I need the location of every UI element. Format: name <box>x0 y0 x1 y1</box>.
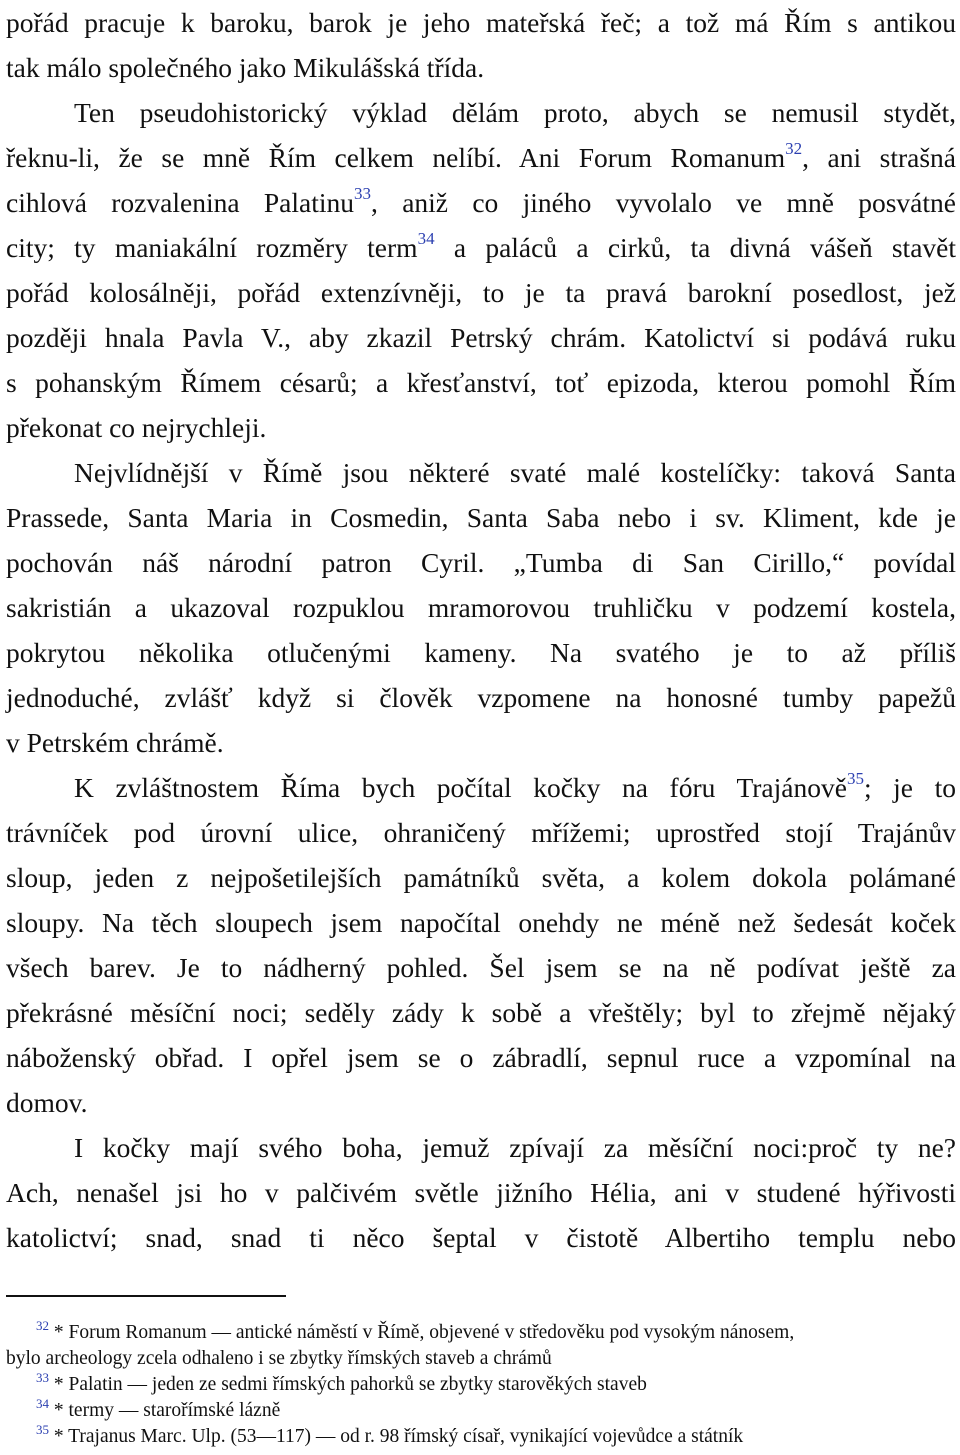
footnote-separator <box>6 1295 286 1297</box>
text-line: v Petrském chrámě. <box>6 727 224 758</box>
text-line: Nejvlídnější v Římě jsou některé svaté malé kostelíčky: taková Santa <box>74 457 956 488</box>
text-line: katolictví; snad, snad ti něco šeptal v čistotě Albertiho templu nebo <box>6 1222 956 1253</box>
footnote-number: 34 <box>36 1396 49 1411</box>
footnote-number: 32 <box>36 1318 49 1333</box>
text-line: sloupy. Na těch sloupech jsem napočítal onehdy ne méně než šedesát koček <box>6 907 956 938</box>
footnote: $^{32}$ * Forum Romanum — antické náměstí v Římě, objevené v středověku pod vysokým nánosem, <box>36 1318 795 1343</box>
text-line: překrásné měsíční noci; seděly zády k sobě a vřeštěly; byl to zřejmě nějaký <box>6 997 956 1028</box>
text-line: řeknu-li, že se mně Řím celkem nelíbí. Ani Forum Romanum$^{32}$, ani strašná <box>6 139 956 173</box>
text-line: pořád pracuje k baroku, barok je jeho mateřská řeč; a tož má Řím s antikou <box>6 7 956 38</box>
text-line: náboženský obřad. I opřel jsem se o zábradlí, sepnul ruce a vzpomínal na <box>6 1042 956 1073</box>
text-line: sloup, jeden z nejpošetilejších památníků světa, a kolem dokola polámané <box>6 862 956 893</box>
text-line: později hnala Pavla V., aby zkazil Petrský chrám. Katolictví si podává ruku <box>6 322 956 353</box>
footnote: $^{33}$ * Palatin — jeden ze sedmi římských pahorků se zbytky starověkých staveb <box>36 1370 647 1395</box>
text-line: K zvláštnostem Říma bych počítal kočky na fóru Trajánově$^{35}$; je to <box>74 769 956 803</box>
text-line: pořád kolosálněji, pořád extenzívněji, to je ta pravá barokní posedlost, jež <box>6 277 956 308</box>
text-line: s pohanským Římem césarů; a křesťanství, toť epizoda, kterou pomohl Řím <box>6 367 956 398</box>
text-line: sakristián a ukazoval rozpuklou mramorovou truhličku v podzemí kostela, <box>6 592 956 623</box>
footnote-ref[interactable]: 32 <box>785 139 803 158</box>
footnote: $^{35}$ * Trajanus Marc. Ulp. (53—117) — od r. 98 římský císař, vynikající vojevůdce a státník <box>36 1422 744 1447</box>
text-line: cihlová rozvalenina Palatinu$^{33}$, aniž co jiného vyvolalo ve mně posvátné <box>6 184 956 218</box>
footnote-ref[interactable]: 34 <box>417 229 435 248</box>
text-line: I kočky mají svého boha, jemuž zpívají za měsíční noci:proč ty ne? <box>74 1132 956 1163</box>
text-line: Ach, nenašel jsi ho v palčivém světle jižního Hélia, ani v studené hýřivosti <box>6 1177 956 1208</box>
text-line: domov. <box>6 1087 88 1118</box>
footnote-ref[interactable]: 35 <box>846 769 864 788</box>
text-line: jednoduché, zvlášť když si člověk vzpomene na honosné tumby papežů <box>6 682 956 713</box>
text-line: city; ty maniakální rozměry term$^{34}$ a paláců a cirků, ta divná vášeň stavět <box>6 229 956 263</box>
text-line: trávníček pod úrovní ulice, ohraničený mřížemi; uprostřed stojí Trajánův <box>6 817 956 848</box>
footnote-ref[interactable]: 33 <box>354 184 371 203</box>
text-line: Prassede, Santa Maria in Cosmedin, Santa Saba nebo i sv. Kliment, kde je <box>6 502 956 533</box>
text-line: pokrytou několika otlučenými kameny. Na svatého je to až příliš <box>6 637 956 668</box>
text-line: všech barev. Je to nádherný pohled. Šel jsem se na ně podívat ještě za <box>6 952 956 983</box>
text-line: tak málo společného jako Mikulášská třída. <box>6 52 485 83</box>
footnote-number: 33 <box>36 1370 49 1385</box>
text-line: Ten pseudohistorický výklad dělám proto, abych se nemusil stydět, <box>74 97 956 128</box>
text-line: překonat co nejrychleji. <box>6 412 267 443</box>
footnote: bylo archeology zcela odhaleno i se zbytky římských staveb a chrámů <box>6 1348 552 1369</box>
footnote-number: 35 <box>36 1422 49 1437</box>
text-line: pochován náš národní patron Cyril. „Tumba di San Cirillo,“ povídal <box>6 547 956 578</box>
footnote: $^{34}$ * termy — starořímské lázně <box>36 1396 281 1421</box>
